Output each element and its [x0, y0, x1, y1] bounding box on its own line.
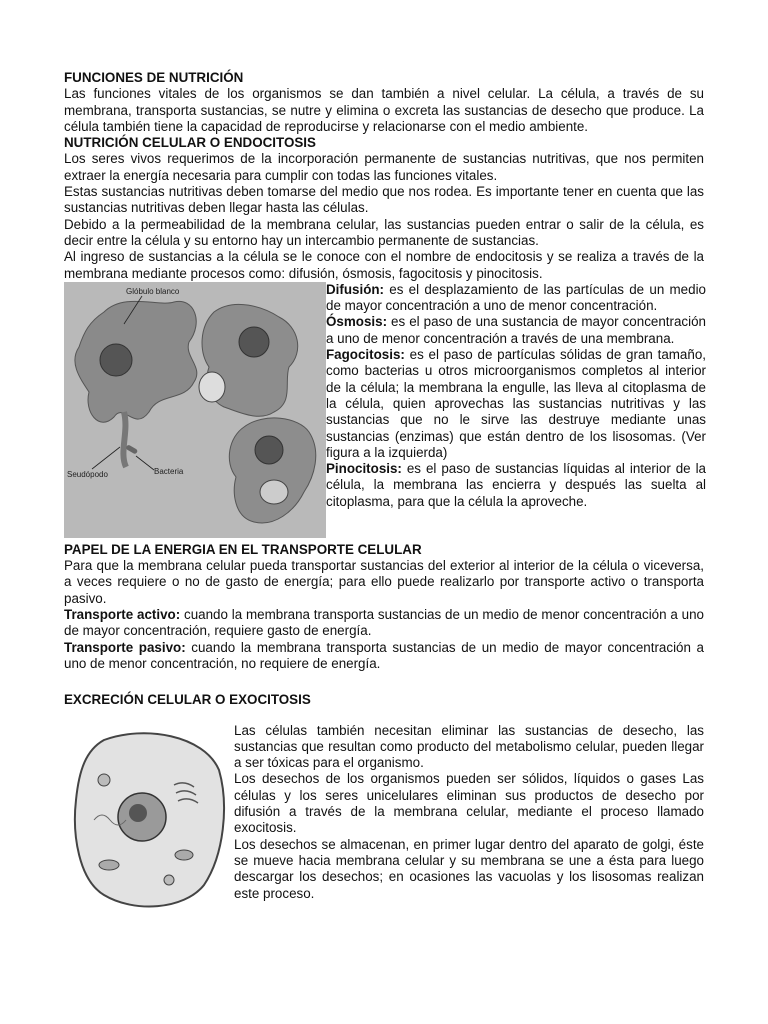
definition-difusion-text: es el desplazamiento de las partículas de un medio de mayor concentración a uno de menor concentración. — [326, 281, 706, 314]
paragraph-exocitosis-2: Los desechos de los organismos pueden ser sólidos, líquidos o gases Las células y los seres unicelulares eliminan sus productos de desecho por difusión a través de la membrana celular, mediante el proceso llamado exocitosis. — [234, 771, 704, 836]
vesicle-shape — [199, 372, 225, 402]
mitochondrion-shape-2 — [175, 850, 193, 860]
document-page — [64, 70, 704, 915]
paragraph-endocitosis-1: Los seres vivos requerimos de la incorporación permanente de sustancias nutritivas, que nos permiten extraer la energía necesaria para cumplir con todas las funciones vitales. — [64, 151, 704, 183]
endocitosis-figure-and-definitions — [64, 282, 704, 538]
phagocytosis-figure — [64, 282, 326, 538]
definition-pinocitosis-text: es el paso de sustancias líquidas al interior de la célula, la membrana las encierra y después las suelta al citoplasma, para que la célula la aproveche. — [326, 461, 706, 509]
term-pinocitosis: Pinocitosis: — [326, 461, 402, 477]
lysosome-shape — [164, 875, 174, 885]
term-difusion: Difusión: — [326, 281, 385, 297]
nucleolus-shape — [129, 804, 147, 822]
definition-osmosis — [326, 314, 706, 347]
transporte-activo-text: cuando la membrana transporta sustancias de un medio de menor concentración a uno de mayor concentración, requiere gasto de energía. — [64, 607, 704, 639]
cell-nucleus-2 — [239, 327, 269, 357]
vacuole-shape — [260, 480, 288, 504]
pseudopod-shape — [123, 412, 126, 467]
paragraph-exocitosis-3: Los desechos se almacenan, en primer lugar dentro del aparato de golgi, éste se mueve hacia membrana celular y su membrana se une a ésta para luego descargar los desechos; en ocasiones las vacuolas y los lisosomas realizan este proceso. — [234, 836, 704, 901]
exocitosis-figure-and-text — [64, 723, 704, 915]
transporte-pasivo-text: cuando la membrana transporta sustancias de un medio de mayor concentración a uno de menor concentración, no requiere de energía. — [64, 639, 704, 671]
term-fagocitosis: Fagocitosis: — [326, 347, 405, 363]
section-title-nutricion: FUNCIONES DE NUTRICIÓN — [64, 70, 244, 85]
term-transporte-activo: Transporte activo: — [64, 607, 181, 623]
endocitosis-definitions — [326, 282, 706, 538]
definition-osmosis-text: es el paso de una sustancia de mayor concentración a uno de menor concentración a través de una membrana. — [326, 314, 706, 346]
section-title-endocitosis: NUTRICIÓN CELULAR O ENDOCITOSIS — [64, 135, 316, 151]
paragraph-endocitosis-3: Debido a la permeabilidad de la membrana celular, las sustancias pueden entrar o salir de la célula, es decir entre la célula y su entorno hay un intercambio permanente de sustancias. — [64, 216, 704, 248]
definition-fagocitosis — [326, 347, 706, 461]
animal-cell-figure — [64, 725, 228, 915]
cell-nucleus-3 — [255, 436, 283, 464]
cell-nucleus — [100, 344, 132, 376]
paragraph-endocitosis-2: Estas sustancias nutritivas deben tomarse del medio que nos rodea. Es importante tener en cuenta que las sustancias nutritivas deben llegar hasta las células. — [64, 184, 704, 216]
paragraph-exocitosis-1: Las células también necesitan eliminar las sustancias de desecho, las sustancias que resultan como producto del metabolismo celular, pueden llegar a ser tóxicas para el organismo. — [234, 722, 704, 771]
definition-difusion — [326, 282, 706, 315]
section-title-energia: PAPEL DE LA ENERGIA EN EL TRANSPORTE CELULAR — [64, 541, 422, 557]
term-transporte-pasivo: Transporte pasivo: — [64, 639, 186, 655]
label-globulo-blanco: Glóbulo blanco — [126, 286, 180, 296]
term-osmosis: Ósmosis: — [326, 314, 388, 330]
paragraph-endocitosis-4: Al ingreso de sustancias a la célula se le conoce con el nombre de endocitosis y se realiza a través de la membrana mediante procesos como: difusión, ósmosis, fagocitosis y pinocitosis. — [64, 249, 704, 281]
paragraph-transporte-activo — [64, 607, 704, 640]
mitochondrion-shape — [99, 860, 119, 870]
definition-pinocitosis — [326, 461, 706, 510]
label-bacteria: Bacteria — [154, 466, 184, 476]
paragraph-energia-1: Para que la membrana celular pueda transportar sustancias del exterior al interior de la célula o viceversa, a veces requiere o no de gasto de energía; para ello puede realizarlo por transporte activo o transporta pasivo. — [64, 558, 704, 606]
paragraph-transporte-pasivo — [64, 640, 704, 673]
section-title-exocitosis: EXCRECIÓN CELULAR O EXOCITOSIS — [64, 692, 311, 708]
definition-fagocitosis-text: es el paso de partículas sólidas de gran tamaño, como bacterias u otros microorganismos completos al interior de la célula; la membrana la engulle, las lleva al citoplasma de la célula, quien aprovechas las sustancias nutritivas y las sustancias que no le sirve las destruye mediante unas sustancias (enzimas) que están dentro de los lisosomas. (Ver figura a la izquierda) — [326, 347, 706, 460]
paragraph-nutricion: Las funciones vitales de los organismos se dan también a nivel celular. La célula, a través de su membrana, transporta sustancias, se nutre y elimina o excreta las sustancias de desecho que produce. La célula también tiene la capacidad de reproducirse y relacionarse con el medio ambiente. — [64, 86, 704, 134]
vacuole-shape-2 — [98, 774, 110, 786]
exocitosis-text — [234, 723, 704, 915]
label-seudopodo: Seudópodo — [67, 469, 108, 479]
